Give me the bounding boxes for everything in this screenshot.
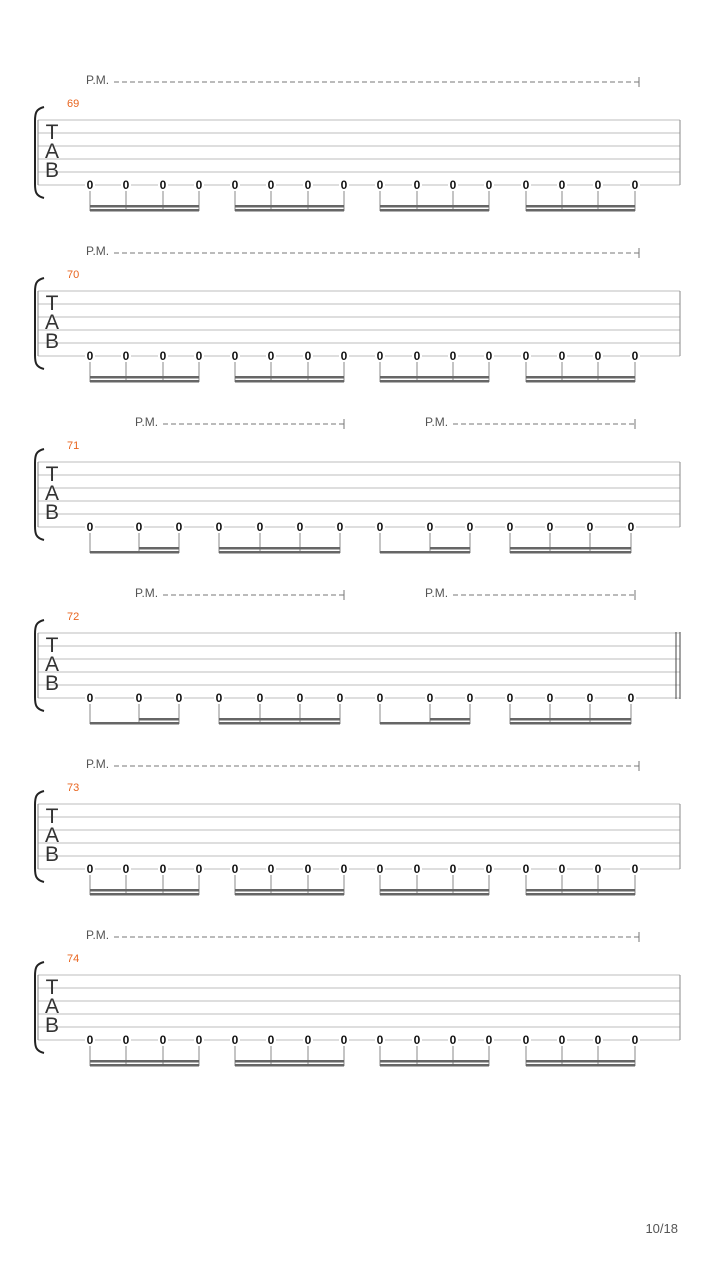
fret-number: 0 bbox=[195, 349, 203, 363]
palm-mute-marking bbox=[135, 415, 344, 429]
fret-number: 0 bbox=[594, 178, 602, 192]
beam-secondary bbox=[430, 718, 470, 721]
tab-clef-letter: A bbox=[44, 824, 60, 847]
beam-secondary bbox=[219, 547, 340, 550]
system-bracket bbox=[35, 962, 44, 1053]
fret-number: 0 bbox=[413, 349, 421, 363]
beam-secondary bbox=[235, 1064, 344, 1067]
palm-mute-marking bbox=[86, 757, 639, 771]
beam-primary bbox=[380, 376, 489, 379]
palm-mute-label: P.M. bbox=[86, 244, 110, 258]
beam-primary bbox=[90, 205, 199, 208]
beam-secondary bbox=[380, 209, 489, 212]
beam-primary bbox=[90, 1060, 199, 1063]
beam-primary bbox=[526, 205, 635, 208]
beam-primary bbox=[510, 551, 631, 554]
fret-number: 0 bbox=[522, 349, 530, 363]
beam-secondary bbox=[235, 380, 344, 383]
system-bracket bbox=[35, 278, 44, 369]
tab-clef-letter: A bbox=[44, 311, 60, 334]
fret-number: 0 bbox=[340, 862, 348, 876]
fret-number: 0 bbox=[215, 520, 223, 534]
fret-number: 0 bbox=[122, 178, 130, 192]
fret-number: 0 bbox=[86, 691, 94, 705]
palm-mute-marking bbox=[135, 586, 344, 600]
fret-number: 0 bbox=[336, 691, 344, 705]
beam-primary bbox=[380, 722, 470, 725]
tab-system bbox=[35, 415, 680, 554]
fret-number: 0 bbox=[594, 862, 602, 876]
palm-mute-label: P.M. bbox=[135, 586, 159, 600]
fret-number: 0 bbox=[522, 862, 530, 876]
fret-number: 0 bbox=[449, 862, 457, 876]
fret-number: 0 bbox=[485, 349, 493, 363]
beam-secondary bbox=[219, 718, 340, 721]
beam-secondary bbox=[526, 893, 635, 896]
fret-number: 0 bbox=[485, 862, 493, 876]
beam-primary bbox=[380, 889, 489, 892]
tab-clef-letter: T bbox=[45, 292, 59, 315]
beam-secondary bbox=[510, 718, 631, 721]
palm-mute-label: P.M. bbox=[86, 757, 110, 771]
beam-primary bbox=[235, 1060, 344, 1063]
fret-number: 0 bbox=[340, 1033, 348, 1047]
fret-number: 0 bbox=[135, 691, 143, 705]
measure-number: 72 bbox=[67, 611, 80, 623]
fret-number: 0 bbox=[159, 349, 167, 363]
fret-number: 0 bbox=[449, 178, 457, 192]
fret-number: 0 bbox=[631, 862, 639, 876]
measure-number: 73 bbox=[67, 782, 80, 794]
fret-number: 0 bbox=[215, 691, 223, 705]
beam-primary bbox=[510, 722, 631, 725]
measure-number: 74 bbox=[67, 953, 80, 965]
tab-system bbox=[35, 928, 680, 1067]
measure-number: 71 bbox=[67, 440, 80, 452]
fret-number: 0 bbox=[296, 691, 304, 705]
fret-number: 0 bbox=[627, 691, 635, 705]
fret-number: 0 bbox=[231, 862, 239, 876]
fret-number: 0 bbox=[546, 520, 554, 534]
note bbox=[375, 691, 385, 724]
fret-number: 0 bbox=[159, 862, 167, 876]
fret-number: 0 bbox=[631, 1033, 639, 1047]
fret-number: 0 bbox=[522, 178, 530, 192]
tab-clef-letter: B bbox=[44, 672, 60, 695]
fret-number: 0 bbox=[376, 1033, 384, 1047]
fret-number: 0 bbox=[256, 691, 264, 705]
beam-primary bbox=[90, 722, 179, 725]
palm-mute-label: P.M. bbox=[425, 586, 449, 600]
page-number: 10/18 bbox=[645, 1221, 678, 1236]
tab-clef-letter: T bbox=[45, 805, 59, 828]
tab-clef-letter: T bbox=[45, 463, 59, 486]
palm-mute-marking bbox=[86, 73, 639, 87]
beam-secondary bbox=[139, 547, 179, 550]
beam-secondary bbox=[90, 380, 199, 383]
fret-number: 0 bbox=[558, 862, 566, 876]
fret-number: 0 bbox=[426, 520, 434, 534]
tab-clef-letter: B bbox=[44, 843, 60, 866]
beam-primary bbox=[526, 1060, 635, 1063]
beam-secondary bbox=[430, 547, 470, 550]
beam-primary bbox=[235, 205, 344, 208]
beam-secondary bbox=[235, 893, 344, 896]
fret-number: 0 bbox=[376, 691, 384, 705]
palm-mute-label: P.M. bbox=[86, 73, 110, 87]
system-bracket bbox=[35, 620, 44, 711]
tab-clef-letter: B bbox=[44, 330, 60, 353]
fret-number: 0 bbox=[267, 178, 275, 192]
beam-primary bbox=[526, 889, 635, 892]
fret-number: 0 bbox=[267, 862, 275, 876]
fret-number: 0 bbox=[175, 520, 183, 534]
beam-primary bbox=[235, 376, 344, 379]
palm-mute-marking bbox=[86, 244, 639, 258]
fret-number: 0 bbox=[376, 349, 384, 363]
fret-number: 0 bbox=[558, 178, 566, 192]
tab-clef-letter: A bbox=[44, 482, 60, 505]
fret-number: 0 bbox=[336, 520, 344, 534]
tab-system bbox=[35, 586, 680, 725]
tab-system bbox=[35, 757, 680, 896]
fret-number: 0 bbox=[304, 178, 312, 192]
beam-primary bbox=[90, 551, 179, 554]
tab-clef-letter: A bbox=[44, 653, 60, 676]
fret-number: 0 bbox=[86, 862, 94, 876]
fret-number: 0 bbox=[558, 349, 566, 363]
fret-number: 0 bbox=[449, 349, 457, 363]
beam-secondary bbox=[235, 209, 344, 212]
fret-number: 0 bbox=[485, 178, 493, 192]
tab-clef-letter: A bbox=[44, 140, 60, 163]
fret-number: 0 bbox=[195, 1033, 203, 1047]
fret-number: 0 bbox=[413, 862, 421, 876]
fret-number: 0 bbox=[304, 349, 312, 363]
fret-number: 0 bbox=[122, 1033, 130, 1047]
fret-number: 0 bbox=[506, 691, 514, 705]
fret-number: 0 bbox=[594, 349, 602, 363]
fret-number: 0 bbox=[267, 1033, 275, 1047]
tab-system bbox=[35, 244, 680, 383]
beam-secondary bbox=[380, 380, 489, 383]
beam-primary bbox=[380, 205, 489, 208]
beam-secondary bbox=[380, 893, 489, 896]
beam-secondary bbox=[90, 893, 199, 896]
palm-mute-label: P.M. bbox=[86, 928, 110, 942]
fret-number: 0 bbox=[449, 1033, 457, 1047]
fret-number: 0 bbox=[231, 349, 239, 363]
beam-primary bbox=[235, 889, 344, 892]
beam-secondary bbox=[90, 1064, 199, 1067]
beam-primary bbox=[219, 722, 340, 725]
system-bracket bbox=[35, 107, 44, 198]
beam-secondary bbox=[139, 718, 179, 721]
note bbox=[375, 520, 385, 553]
fret-number: 0 bbox=[86, 1033, 94, 1047]
beam-secondary bbox=[526, 380, 635, 383]
fret-number: 0 bbox=[122, 349, 130, 363]
palm-mute-marking bbox=[86, 928, 639, 942]
fret-number: 0 bbox=[466, 691, 474, 705]
fret-number: 0 bbox=[376, 862, 384, 876]
note bbox=[85, 691, 95, 724]
tab-clef-letter: B bbox=[44, 159, 60, 182]
system-bracket bbox=[35, 791, 44, 882]
beam-primary bbox=[380, 551, 470, 554]
fret-number: 0 bbox=[631, 178, 639, 192]
fret-number: 0 bbox=[296, 520, 304, 534]
beam-primary bbox=[526, 376, 635, 379]
fret-number: 0 bbox=[256, 520, 264, 534]
fret-number: 0 bbox=[86, 520, 94, 534]
tab-clef-letter: B bbox=[44, 501, 60, 524]
fret-number: 0 bbox=[195, 862, 203, 876]
fret-number: 0 bbox=[586, 691, 594, 705]
fret-number: 0 bbox=[485, 1033, 493, 1047]
measure-number: 70 bbox=[67, 269, 80, 281]
beam-secondary bbox=[526, 1064, 635, 1067]
fret-number: 0 bbox=[558, 1033, 566, 1047]
fret-number: 0 bbox=[304, 862, 312, 876]
fret-number: 0 bbox=[135, 520, 143, 534]
fret-number: 0 bbox=[304, 1033, 312, 1047]
fret-number: 0 bbox=[466, 520, 474, 534]
fret-number: 0 bbox=[231, 1033, 239, 1047]
beam-primary bbox=[90, 376, 199, 379]
tab-clef-letter: A bbox=[44, 995, 60, 1018]
fret-number: 0 bbox=[426, 691, 434, 705]
fret-number: 0 bbox=[546, 691, 554, 705]
note bbox=[85, 520, 95, 553]
beam-secondary bbox=[380, 1064, 489, 1067]
fret-number: 0 bbox=[122, 862, 130, 876]
fret-number: 0 bbox=[376, 520, 384, 534]
fret-number: 0 bbox=[631, 349, 639, 363]
tab-clef-letter: B bbox=[44, 1014, 60, 1037]
fret-number: 0 bbox=[413, 1033, 421, 1047]
fret-number: 0 bbox=[340, 349, 348, 363]
fret-number: 0 bbox=[86, 178, 94, 192]
fret-number: 0 bbox=[159, 1033, 167, 1047]
fret-number: 0 bbox=[413, 178, 421, 192]
palm-mute-marking bbox=[425, 586, 635, 600]
fret-number: 0 bbox=[267, 349, 275, 363]
fret-number: 0 bbox=[627, 520, 635, 534]
beam-secondary bbox=[526, 209, 635, 212]
fret-number: 0 bbox=[340, 178, 348, 192]
fret-number: 0 bbox=[195, 178, 203, 192]
beam-secondary bbox=[90, 209, 199, 212]
fret-number: 0 bbox=[586, 520, 594, 534]
beam-primary bbox=[380, 1060, 489, 1063]
tab-system bbox=[35, 73, 680, 212]
tab-clef-letter: T bbox=[45, 634, 59, 657]
measure-number: 69 bbox=[67, 98, 80, 110]
beam-primary bbox=[219, 551, 340, 554]
fret-number: 0 bbox=[506, 520, 514, 534]
fret-number: 0 bbox=[159, 178, 167, 192]
beam-secondary bbox=[510, 547, 631, 550]
tab-clef-letter: T bbox=[45, 976, 59, 999]
beam-primary bbox=[90, 889, 199, 892]
fret-number: 0 bbox=[231, 178, 239, 192]
tab-clef-letter: T bbox=[45, 121, 59, 144]
fret-number: 0 bbox=[376, 178, 384, 192]
fret-number: 0 bbox=[522, 1033, 530, 1047]
fret-number: 0 bbox=[86, 349, 94, 363]
palm-mute-marking bbox=[425, 415, 635, 429]
palm-mute-label: P.M. bbox=[135, 415, 159, 429]
fret-number: 0 bbox=[175, 691, 183, 705]
fret-number: 0 bbox=[594, 1033, 602, 1047]
palm-mute-label: P.M. bbox=[425, 415, 449, 429]
system-bracket bbox=[35, 449, 44, 540]
